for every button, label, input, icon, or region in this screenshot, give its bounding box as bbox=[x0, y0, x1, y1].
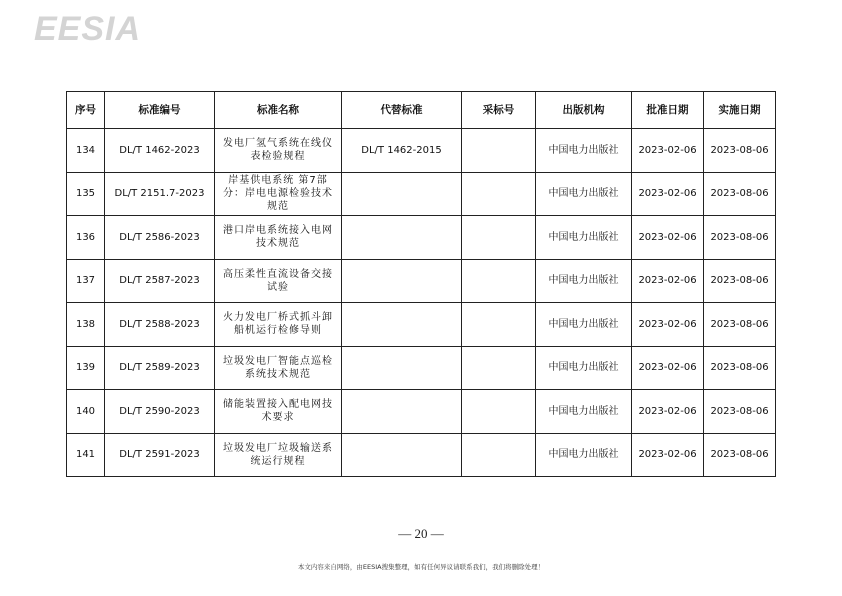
replaced-standard-cell: DL/T 1462-2015 bbox=[342, 129, 462, 173]
standard-name-cell: 港口岸电系统接入电网技术规范 bbox=[215, 216, 342, 260]
eesia-logo: EESIA bbox=[34, 10, 142, 48]
approval-date-cell: 2023-02-06 bbox=[632, 346, 704, 390]
publisher-cell: 中国电力出版社 bbox=[536, 129, 632, 173]
approval-date-cell: 2023-02-06 bbox=[632, 129, 704, 173]
seq-cell: 134 bbox=[67, 129, 105, 173]
adopted-no-cell bbox=[462, 259, 536, 303]
table-row bbox=[67, 303, 776, 347]
publisher-cell: 中国电力出版社 bbox=[536, 303, 632, 347]
standard-no-cell: DL/T 2587-2023 bbox=[105, 259, 215, 303]
approval-date-cell: 2023-02-06 bbox=[632, 259, 704, 303]
implementation-date-cell: 2023-08-06 bbox=[704, 433, 776, 477]
standard-no-cell: DL/T 1462-2023 bbox=[105, 129, 215, 173]
seq-cell: 136 bbox=[67, 216, 105, 260]
standard-no-cell: DL/T 2588-2023 bbox=[105, 303, 215, 347]
approval-date-cell: 2023-02-06 bbox=[632, 216, 704, 260]
adopted-no-cell bbox=[462, 129, 536, 173]
seq-cell: 139 bbox=[67, 346, 105, 390]
implementation-date-cell: 2023-08-06 bbox=[704, 129, 776, 173]
replaced-standard-cell bbox=[342, 346, 462, 390]
standard-name-cell: 高压柔性直流设备交接试验 bbox=[215, 259, 342, 303]
seq-cell: 138 bbox=[67, 303, 105, 347]
column-header-standard-name: 标准名称 bbox=[215, 92, 342, 129]
table-row bbox=[67, 216, 776, 260]
approval-date-cell: 2023-02-06 bbox=[632, 303, 704, 347]
standard-name-cell: 垃圾发电厂垃圾输送系统运行规程 bbox=[215, 433, 342, 477]
table-body bbox=[67, 129, 776, 477]
standard-no-cell: DL/T 2151.7-2023 bbox=[105, 172, 215, 216]
adopted-no-cell bbox=[462, 390, 536, 434]
adopted-no-cell bbox=[462, 172, 536, 216]
standard-no-cell: DL/T 2591-2023 bbox=[105, 433, 215, 477]
table-row bbox=[67, 390, 776, 434]
implementation-date-cell: 2023-08-06 bbox=[704, 216, 776, 260]
standard-no-cell: DL/T 2589-2023 bbox=[105, 346, 215, 390]
publisher-cell: 中国电力出版社 bbox=[536, 172, 632, 216]
adopted-no-cell bbox=[462, 346, 536, 390]
replaced-standard-cell bbox=[342, 172, 462, 216]
column-header-replaced-standard: 代替标准 bbox=[342, 92, 462, 129]
standards-table bbox=[66, 91, 776, 477]
standard-name-cell: 发电厂氢气系统在线仪表检验规程 bbox=[215, 129, 342, 173]
replaced-standard-cell bbox=[342, 259, 462, 303]
column-header-publisher: 出版机构 bbox=[536, 92, 632, 129]
standard-no-cell: DL/T 2590-2023 bbox=[105, 390, 215, 434]
column-header-implementation-date: 实施日期 bbox=[704, 92, 776, 129]
adopted-no-cell bbox=[462, 303, 536, 347]
approval-date-cell: 2023-02-06 bbox=[632, 172, 704, 216]
seq-cell: 135 bbox=[67, 172, 105, 216]
standard-name-cell: 储能装置接入配电网技术要求 bbox=[215, 390, 342, 434]
standard-name-cell: 岸基供电系统 第7部分：岸电电源检验技术规范 bbox=[215, 172, 342, 216]
implementation-date-cell: 2023-08-06 bbox=[704, 390, 776, 434]
implementation-date-cell: 2023-08-06 bbox=[704, 172, 776, 216]
approval-date-cell: 2023-02-06 bbox=[632, 433, 704, 477]
column-header-adopted-no: 采标号 bbox=[462, 92, 536, 129]
seq-cell: 140 bbox=[67, 390, 105, 434]
publisher-cell: 中国电力出版社 bbox=[536, 390, 632, 434]
table-header-row bbox=[67, 92, 776, 129]
replaced-standard-cell bbox=[342, 216, 462, 260]
replaced-standard-cell bbox=[342, 390, 462, 434]
table-row bbox=[67, 259, 776, 303]
table-row bbox=[67, 129, 776, 173]
table-row bbox=[67, 433, 776, 477]
seq-cell: 141 bbox=[67, 433, 105, 477]
adopted-no-cell bbox=[462, 433, 536, 477]
table-row bbox=[67, 172, 776, 216]
standard-name-cell: 火力发电厂桥式抓斗卸船机运行检修导则 bbox=[215, 303, 342, 347]
approval-date-cell: 2023-02-06 bbox=[632, 390, 704, 434]
seq-cell: 137 bbox=[67, 259, 105, 303]
column-header-approval-date: 批准日期 bbox=[632, 92, 704, 129]
standard-name-cell: 垃圾发电厂智能点巡检系统技术规范 bbox=[215, 346, 342, 390]
adopted-no-cell bbox=[462, 216, 536, 260]
table-row bbox=[67, 346, 776, 390]
page-number: — 20 — bbox=[398, 526, 444, 541]
publisher-cell: 中国电力出版社 bbox=[536, 433, 632, 477]
replaced-standard-cell bbox=[342, 303, 462, 347]
standard-no-cell: DL/T 2586-2023 bbox=[105, 216, 215, 260]
implementation-date-cell: 2023-08-06 bbox=[704, 259, 776, 303]
publisher-cell: 中国电力出版社 bbox=[536, 216, 632, 260]
implementation-date-cell: 2023-08-06 bbox=[704, 346, 776, 390]
publisher-cell: 中国电力出版社 bbox=[536, 346, 632, 390]
column-header-seq: 序号 bbox=[67, 92, 105, 129]
column-header-standard-no: 标准编号 bbox=[105, 92, 215, 129]
implementation-date-cell: 2023-08-06 bbox=[704, 303, 776, 347]
replaced-standard-cell bbox=[342, 433, 462, 477]
publisher-cell: 中国电力出版社 bbox=[536, 259, 632, 303]
footer-note: 本文内容来自网络，由EESIA搜集整理，如有任何异议请联系我们，我们将删除处理！ bbox=[297, 563, 545, 571]
